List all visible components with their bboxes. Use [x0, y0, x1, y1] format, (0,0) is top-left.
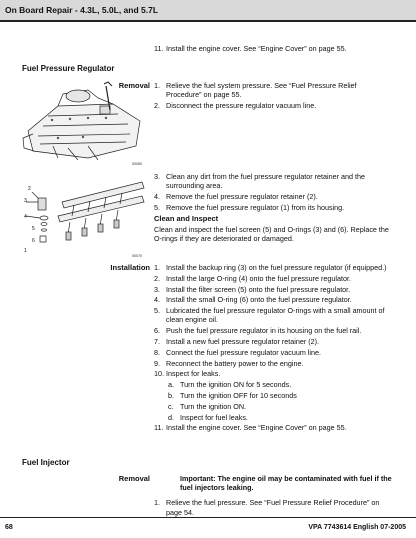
substep-text: Inspect for fuel leaks. [180, 412, 248, 422]
step-number: 1. [154, 263, 160, 272]
step-text: Clean any dirt from the fuel pressure regulator retainer and the surrounding area. [166, 172, 365, 191]
step-number: 5. [154, 306, 160, 316]
step-number: 4. [154, 295, 160, 305]
step-text: Connect the fuel pressure regulator vacuum line. [166, 347, 322, 357]
step-item [154, 326, 394, 335]
figure-id: 50080 [132, 162, 142, 166]
step-number: 9. [154, 358, 160, 368]
page-footer [0, 517, 416, 538]
substep-letter: d. [168, 412, 174, 422]
publication-id: VPA 7743614 English 07-2005 [308, 524, 406, 531]
substep-item [168, 402, 394, 411]
step-item [154, 498, 394, 516]
step-item [154, 359, 394, 368]
clean-inspect-text: Clean and inspect the fuel screen (5) and O-rings (3) and (6). Replace the O-rings if they are deteriorated or damaged. [154, 225, 389, 244]
callout-label: 6 [32, 238, 35, 244]
header-title: On Board Repair - 4.3L, 5.0L, and 5.7L [5, 5, 159, 15]
substep-item [168, 391, 394, 400]
installation-label: Installation [110, 263, 150, 272]
step-item [154, 348, 394, 357]
step-text: Install the filter screen (5) onto the fuel pressure regulator. [166, 284, 351, 294]
page-number: 68 [5, 524, 13, 531]
installation-steps [154, 263, 394, 434]
step-text: Remove the fuel pressure regulator retainer (2). [166, 192, 318, 201]
step-item [154, 295, 394, 304]
step-number: 7. [154, 336, 160, 346]
step-text: Relieve the fuel pressure. See “Fuel Pressure Relief Procedure” on page 54. [166, 498, 380, 517]
step-item [154, 274, 394, 283]
step-text: Install the backup ring (3) on the fuel pressure regulator (if equipped.) [166, 263, 387, 272]
step-number: 1. [154, 81, 160, 90]
page-header [0, 0, 416, 22]
step-text: Install the large O-ring (4) onto the fuel pressure regulator. [166, 273, 351, 283]
step-item [154, 285, 394, 294]
step-number: 2. [154, 273, 160, 283]
step-number: 3. [154, 172, 160, 181]
step-item [154, 337, 394, 346]
step-item [154, 203, 394, 212]
substep-letter: c. [168, 401, 174, 411]
step-number: 10. [154, 369, 164, 379]
fuel-rail-illustration [22, 172, 148, 258]
step-number: 8. [154, 347, 160, 357]
clean-inspect-heading: Clean and Inspect [154, 214, 219, 223]
engine-intake-illustration [18, 76, 148, 166]
section-title-fuel-injector: Fuel Injector [22, 458, 70, 467]
figure-id: 50070 [132, 254, 142, 258]
callout-label: 4 [24, 214, 27, 220]
step-number: 6. [154, 326, 160, 336]
step-item [154, 172, 394, 190]
step-item [154, 369, 394, 378]
step-item [154, 192, 394, 201]
substep-letter: a. [168, 380, 174, 390]
substep-item [168, 380, 394, 389]
callout-label: 5 [32, 226, 35, 232]
substep-text: Turn the ignition ON for 5 seconds. [180, 380, 292, 390]
step-text: Disconnect the pressure regulator vacuum line. [166, 101, 317, 110]
step-text: Remove the fuel pressure regulator (1) from its housing. [166, 202, 345, 212]
important-note: Important: The engine oil may be contaminated with fuel if the fuel injectors leaking. [180, 474, 392, 493]
step-text: Push the fuel pressure regulator in its housing on the fuel rail. [166, 326, 362, 336]
step-item [154, 101, 394, 110]
step-number: 2. [154, 101, 160, 110]
callout-label: 2 [28, 186, 31, 192]
callout-label: 1 [24, 248, 27, 254]
step-item [154, 423, 394, 432]
step-text: Inspect for leaks. [166, 369, 221, 379]
step-text: Relieve the fuel system pressure. See “Fuel Pressure Relief Procedure” on page 55. [166, 81, 357, 100]
step-number: 5. [154, 202, 160, 212]
step-text: Install the small O-ring (6) onto the fuel pressure regulator. [166, 295, 352, 305]
step-item [154, 263, 394, 272]
removal-label: Removal [118, 81, 150, 90]
step-text: Reconnect the battery power to the engine. [166, 358, 304, 368]
step-text: Install a new fuel pressure regulator retainer (2). [166, 336, 320, 346]
injector-removal-label: Removal [118, 474, 150, 483]
callout-label: 3 [24, 198, 27, 204]
section-title-fuel-pressure-regulator: Fuel Pressure Regulator [22, 64, 115, 73]
step-number: 3. [154, 284, 160, 294]
substep-letter: b. [168, 390, 174, 400]
step-number: 11. [154, 423, 164, 433]
step-item [154, 44, 394, 53]
step-text: Lubricated the fuel pressure regulator O-rings with a small amount of clean engine oil. [166, 306, 385, 325]
step-number: 1. [154, 498, 160, 508]
step-item [154, 81, 394, 99]
substep-text: Turn the ignition OFF for 10 seconds [180, 390, 297, 400]
step-item [154, 306, 394, 324]
substep-text: Turn the ignition ON. [180, 401, 247, 411]
removal-steps-b [154, 172, 394, 246]
step-number: 4. [154, 192, 160, 201]
top-step-block [154, 44, 394, 55]
step-text: Install the engine cover. See “Engine Cover” on page 55. [166, 44, 347, 53]
step-number: 11. [154, 44, 164, 53]
substep-item [168, 413, 394, 422]
injector-removal-block [154, 474, 394, 518]
removal-steps-a [154, 81, 394, 112]
step-text: Install the engine cover. See “Engine Cover” on page 55. [166, 423, 347, 433]
